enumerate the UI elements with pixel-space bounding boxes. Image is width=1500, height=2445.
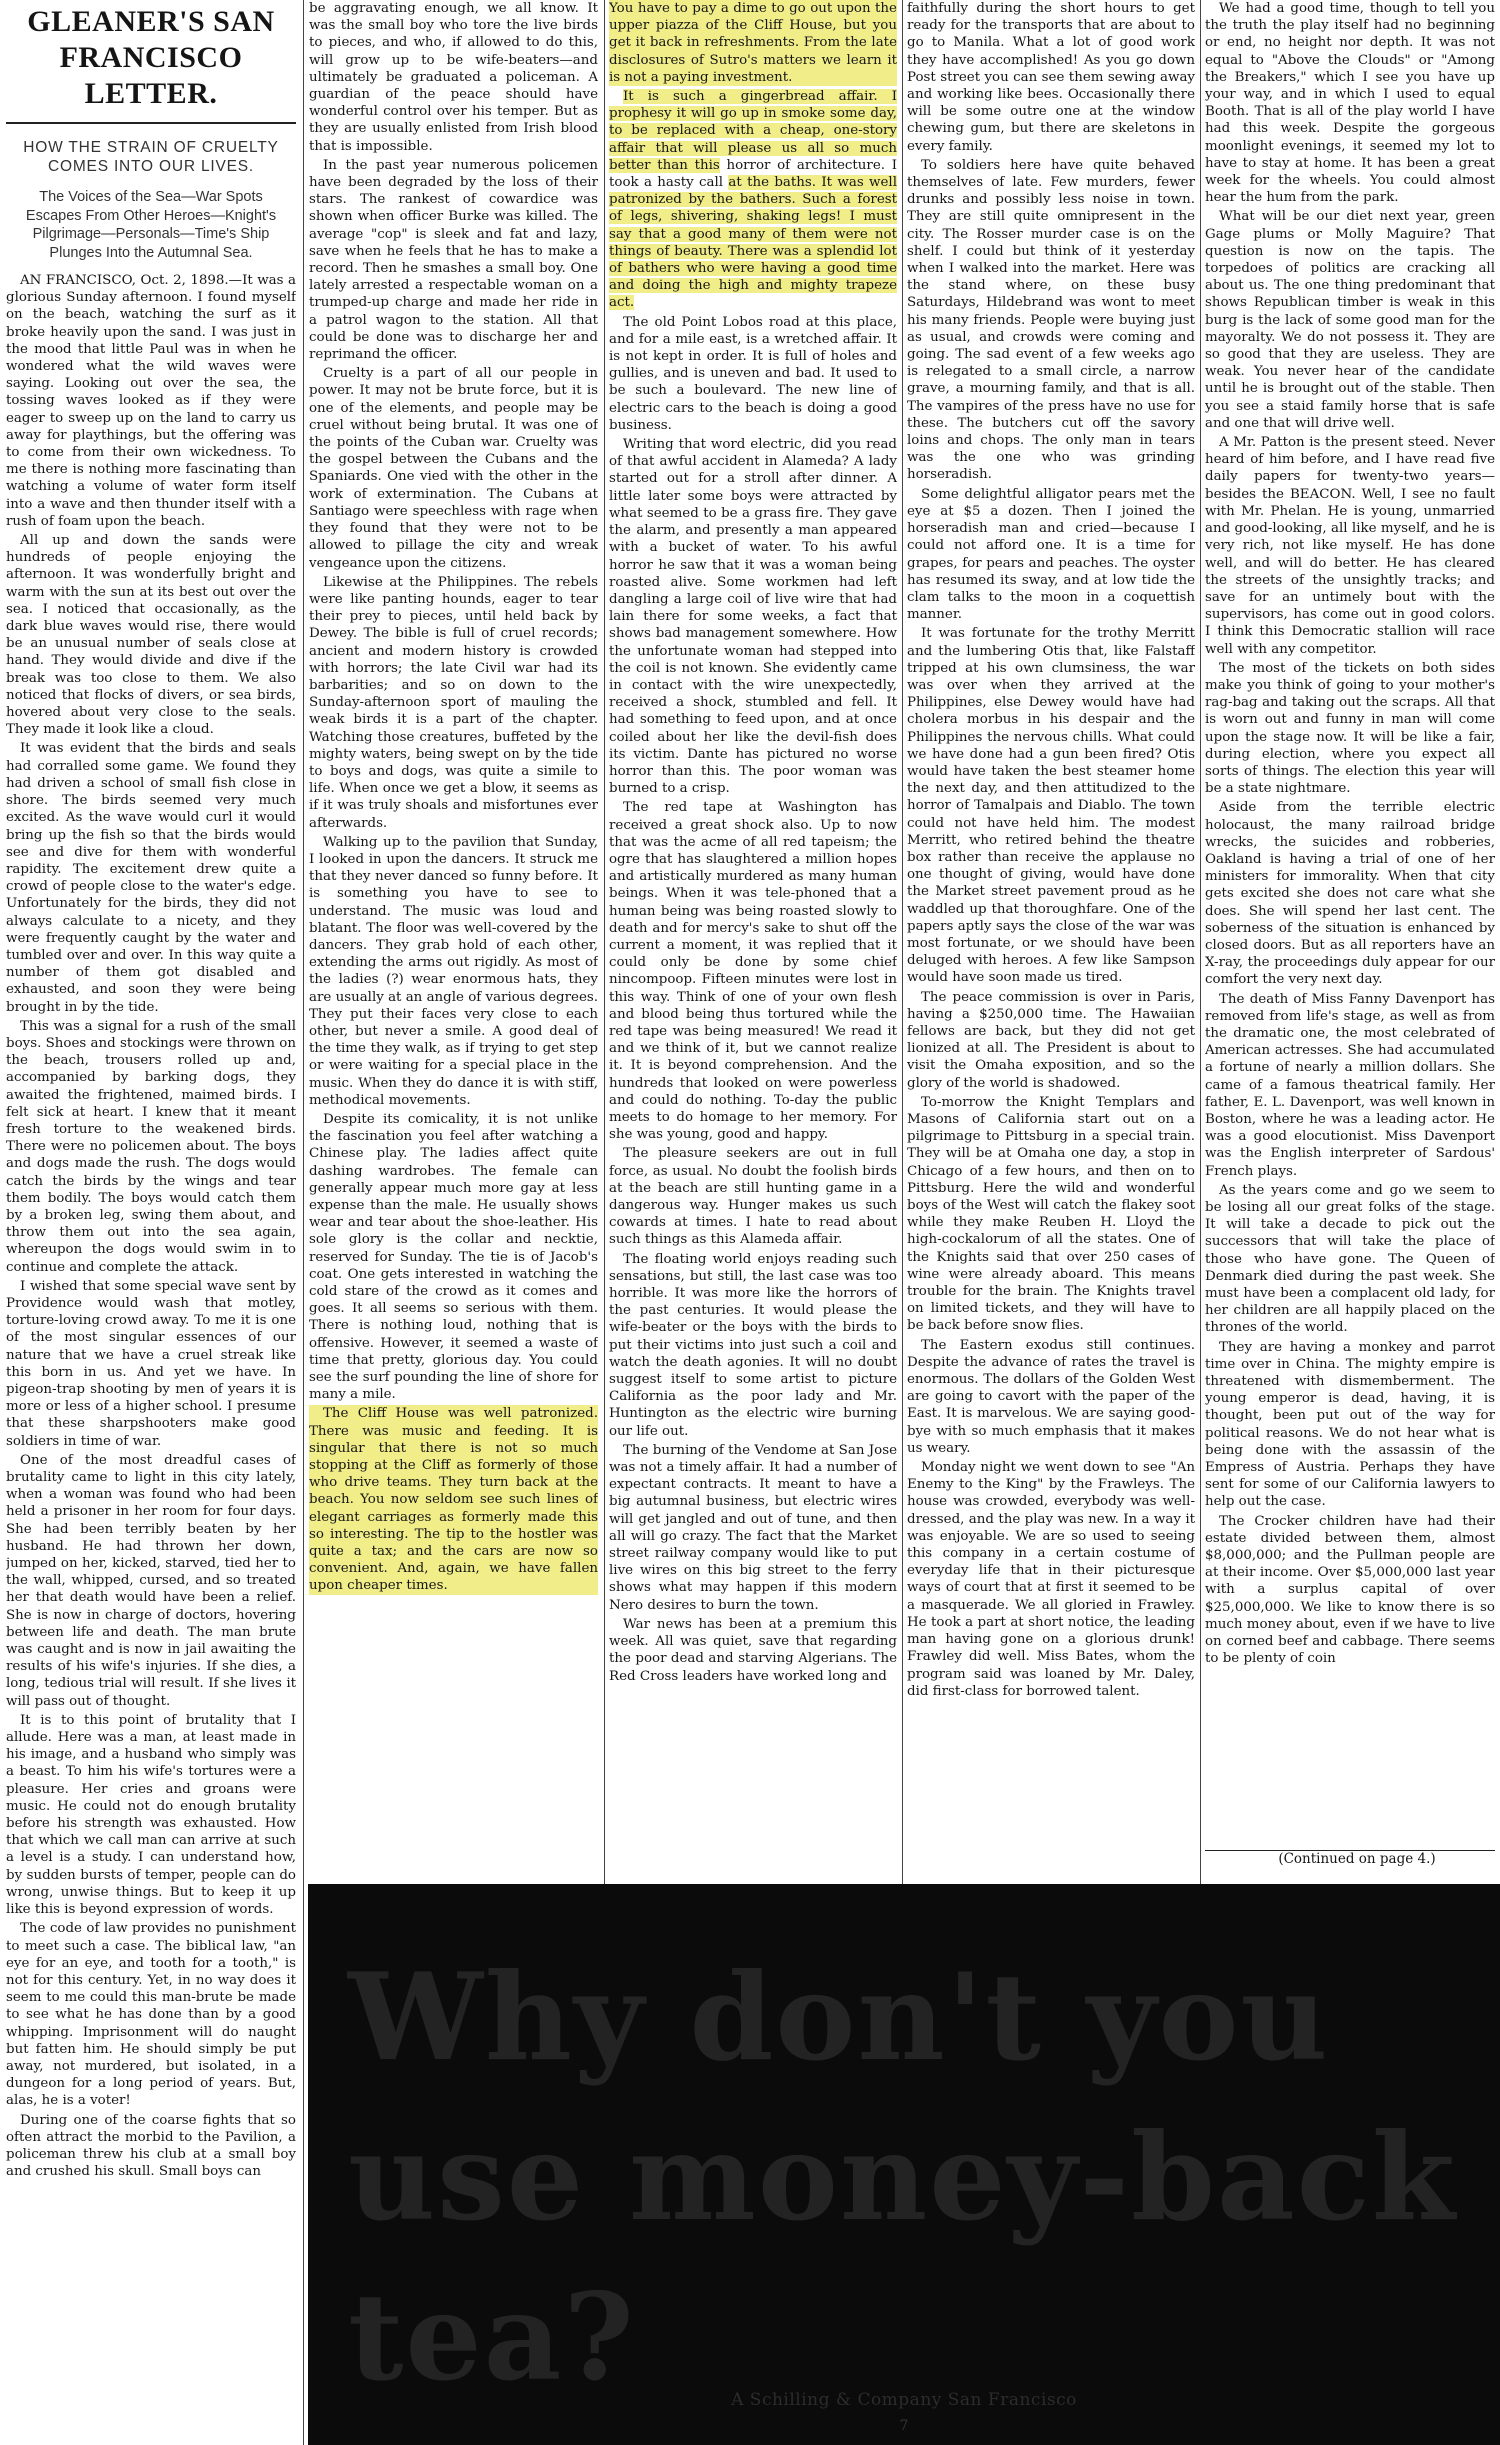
paragraph: Despite its comicality, it is not unlike the fascination you feel after watching a Chinese play. The ladies affect quite dashing wardrobes. The female can generally appear much more gay at less expense than the male. He usually shows wear and tear about the shoe-leather. His sole glory is the collar and necktie, reserved for Sunday. The tie is of Jacob's coat. One gets interested in watching the cold stare of the crowd as it comes and goes. It all seems so serious with them. There is nothing loud, nothing that is offensive. However, it seemed a waste of time that pretty, glorious day. You could see the surf pounding the line of shore for many a mile.: [309, 1112, 598, 1403]
paragraph: What will be our diet next year, green Gage plums or Molly Maguire? That question is now on the tapis. The torpedoes of politics are cracking all about us. The one thing predominant that shows Republican timber is weak in this burg is the lack of some good man for the mayoralty. We do not possess it. They are so good that they are useless. They are weak. You never hear of the candidate until he is brought out of the stable. Then you see a staid family horse that is safe and one that will drive well.: [1205, 209, 1495, 431]
paragraph: The most of the tickets on both sides make you think of going to your mother's rag-bag and taking out the scraps. All that is worn out and funny in man will come upon the stage now. It will be like a fair, during election, where you expect all sorts of things. The election this year will be a state nightmare.: [1205, 660, 1495, 797]
paragraph: be aggravating enough, we all know. It was the small boy who tore the live birds to pieces, and who, if allowed to do this, will grow up to be wife-beaters—and ultimately be graduated a policeman. A guardian of the peace should have wonderful control over his temper. But as they are usually enlisted from Irish blood that is impossible.: [309, 1, 598, 154]
paragraph: This was a signal for a rush of the small boys. Shoes and stockings were thrown on the beach, trousers rolled up and, accompanied by barking dogs, they awaited the frightened, maimed birds. I felt sick at heart. I knew that it meant fresh torture to the weakened birds. There were no policemen about. The boys and dogs made the rush. The dogs would catch the birds by the wings and tear them bodily. The boys would catch them by a broken leg, swing them about, and throw them out into the sea again, whereupon the dogs would swim in to continue and complete the attack.: [6, 1018, 296, 1275]
paragraph: To soldiers here have quite behaved themselves of late. Few murders, fewer drunks and possibly less noise in town. They are still quite omnipresent in the city. The Rosser murder case is on the shelf. I could but think of it yesterday when I walked into the market. Here was the stand where, on these busy Saturdays, Hildebrand was wont to meet his many friends. People were buying just as usual, and crowds were coming and going. The sad event of a few weeks ago is relegated to a small circle, a narrow grave, a mourning family, and that is all. The vampires of the press have no use for these. The butchers cut off the savory loins and chops. The only man in tears was the one who was grinding horseradish.: [907, 157, 1195, 483]
column-5: [1205, 0, 1495, 1884]
paragraph: The old Point Lobos road at this place, and for a mile east, is a wretched affair. It is not kept in order. It is full of holes and gullies, and is uneven and bad. It used to be such a boulevard. The new line of electric cars to the beach is doing a good business.: [609, 314, 897, 433]
paragraph: They are having a monkey and parrot time over in China. The mighty empire is threatened with dismemberment. The young emperor is dead, having, it is thought, been put out of the way for political reasons. We do not hear what is being done with the assassin of the Empress of Austria. Perhaps they have sent for some of our California lawyers to help out the case.: [1205, 1339, 1495, 1510]
highlight-span: at the baths. It was well patronized by the bathers. Such a forest of legs, shivering, shaking legs! I must say that a good many of them were not things of beauty. There was a splendid lot of bathers who were having a good time and doing the high and mighty trapeze act.: [609, 175, 897, 311]
paragraph: It is to this point of brutality that I allude. Here was a man, at least made in his image, and a husband who simply was a beast. To him his wife's tortures were a pleasure. Her cries and groans were music. He could not do enough brutality before his strength was exhausted. How that which we call man can arrive at such a level is a study. I can understand how, by sudden bursts of temper, people can do wrong, unwise things. But to keep it up like this is beyond expression of words.: [6, 1712, 296, 1918]
masthead: GLEANER'S SAN FRANCISCO LETTER.: [27, 5, 275, 110]
plain-span: horror of architecture. I took a hasty call: [609, 157, 897, 191]
paragraph: The death of Miss Fanny Davenport has removed from life's stage, as well as from the dramatic one, the most celebrated of American actresses. She had accumulated a fortune of nearly a million dollars. She came of a famous theatrical family. Her father, E. L. Davenport, was well known in Boston, where he was a leading actor. He was a good elocutionist. Miss Davenport was the English interpreter of Sardous' French plays.: [1205, 991, 1495, 1179]
paragraph: The pleasure seekers are out in full force, as usual. No doubt the foolish birds at the beach are still hunting game in a dangerous way. Hunger makes us such cowards at times. I hate to read about such things as this Alameda affair.: [609, 1146, 897, 1248]
deck: The Voices of the Sea—War Spots Escapes From Other Heroes—Knight's Pilgrimage—Personals—Time's Ship Plunges Into the Autumnal Sea.: [25, 189, 277, 261]
masthead-rule: [6, 122, 296, 124]
column-4: [907, 0, 1195, 1884]
paragraph: It was fortunate for the trothy Merritt and the lumbering Otis that, like Falstaff tripped at his own clumsiness, the war was over when they arrived at the Philippines, else Dewey would have had cholera morbus in his despair and the Philippines the nervous chills. What could we have done had a gun been fired? Otis would have taken the best steamer home the next day, and then attitudized to the horror of Tamalpais and Diablo. The town could not have held him. The modest Merritt, who retired behind the theatre box rather than receive the applause no one thought of giving, would have done the Market street pavement proud as he waddled up that thoroughfare. One of the papers aptly says the close of the war was most fortunate, or we should have been deluged with heroes. A few like Sampson would have soon made us tired.: [907, 626, 1195, 986]
paragraph: The code of law provides no punishment to meet such a case. The biblical law, "an eye for an eye, and tooth for a tooth," is not for this century. Yet, in no way does it seem to me could this man-brute be made to see what he has done than by a good whipping. Imprisonment will do naught but fatten him. He should simply be put away, not murdered, but isolated, in a dungeon for a long period of years. But, alas, he is a voter!: [6, 1921, 296, 2109]
highlighted-paragraph: You have to pay a dime to go out upon the upper piazza of the Cliff House, but you get it back in refreshments. From the late disclosures of Sutro's matters we learn it is not a paying investment.: [609, 1, 897, 85]
paragraph: It was evident that the birds and seals had corralled some game. We found they had driven a school of small fish close in shore. The birds seemed very much excited. As the wave would curl it would bring up the fish so that the birds would see and dive for them with wonderful rapidity. The excitement drew quite a crowd of people close to the water's edge. Unfortunately for the birds, they did not always calculate to a nicety, and they were frequently caught by the water and tumbled over and over. In this way quite a number of them got disabled and exhausted, and soon they were being brought in by the tide.: [6, 741, 296, 1015]
paragraph: The peace commission is over in Paris, having a $250,000 time. The Hawaiian fellows are back, but they did not get lionized at all. The President is about to visit the Omaha exposition, and so the glory of the world is shadowed.: [907, 989, 1195, 1091]
paragraph: Some delightful alligator pears met the eye at $5 a dozen. Then I joined the horseradish man and cried—because I could not afford one. It is a time for grapes, for pears and peaches. The oyster has resumed its sway, and at low tide the clam talks to the moon in a coquettish manner.: [907, 486, 1195, 623]
mixed-highlight-paragraph: [609, 88, 897, 312]
ad-signature: A Schilling & Company San Francisco: [731, 2390, 1077, 2410]
paragraph: War news has been at a premium this week. All was quiet, save that regarding the poor dead and starving Algerians. The Red Cross leaders have worked long and: [609, 1616, 897, 1684]
paragraph: Likewise at the Philippines. The rebels were like panting hounds, eager to tear their prey to pieces, until held back by Dewey. The bible is full of cruel records; ancient and modern history is crowded with horrors; the late Civil war had its barbarities; and so on down to the Sunday-afternoon sport of mauling the weak birds it is a part of the chapter. Watching those creatures, buffeted by the mighty waters, being swept on by the tide to boys and dogs, was quite a simile to life. When once we get a blow, it seems as if it was truly shoals and misfortunes ever afterwards.: [309, 574, 598, 831]
paragraph: The burning of the Vendome at San Jose was not a timely affair. It had a number of expectant contracts. It meant to have a big autumnal business, but electric wires will get jangled and out of tune, and then all will go crazy. The fact that the Market street railway company would like to put live wires on this big street to the ferry shows what may happen if this modern Nero desires to burn the town.: [609, 1442, 897, 1613]
paragraph: Walking up to the pavilion that Sunday, I looked in upon the dancers. It struck me that they never danced so funny before. It is something you have to see to understand. The music was loud and blatant. The floor was well-covered by the dancers. They grab hold of each other, extending the arms out rigidly. As most of the ladies (?) wear enormous hats, they are usually at an angle of various degrees. They put their faces very close to each other, but never a smile. A good deal of the time they walk, as if trying to get step or were waiting for a special place in the music. When they do dance it is with stiff, methodical movements.: [309, 834, 598, 1108]
paragraph: We had a good time, though to tell you the truth the play itself had no beginning or end, no height nor depth. It was not equal to "Above the Clouds" or "Among the Breakers," which I see you have up your way, and in which I used to equal Booth. That is all of the play world I have had this week. Despite the gorgeous moonlight evenings, it seemed my lot to have to stay at home. It has been a great week for the wheels. You could almost hear the hum from the park.: [1205, 1, 1495, 206]
paragraph: As the years come and go we seem to be losing all our great folks of the stage. It will take a decade to pick out the successors that will take the place of those who have gone. The Queen of Denmark died during the past week. She must have been a complacent old lady, for her children are all happily placed on the thrones of the world.: [1205, 1182, 1495, 1336]
ad-headline: Why don't you use money-back tea?: [348, 1947, 1457, 2408]
highlighted-paragraph: The Cliff House was well patronized. There was music and feeding. It is singular that there is not so much stopping at the Cliff as formerly of those who drive teams. They turn back at the beach. You now seldom see such lines of elegant carriages as formerly made this so interesting. The tip to the hostler was quite a tax; and the cars are now so convenient. And, again, we have fallen upon cheaper times.: [309, 1406, 598, 1594]
subheadline: HOW THE STRAIN OF CRUELTY COMES INTO OUR LIVES.: [23, 139, 279, 175]
paragraph: All up and down the sands were hundreds of people enjoying the afternoon. It was wonderfully bright and warm with the sun at its best out over the sea. I noticed that occasionally, as the dark blue waves would rise, there would be an unusual number of seals close at hand. They would divide and dive if the break was too close to them. We also noticed that flocks of divers, or sea birds, hovered about very close to the seals. They made it look like a cloud.: [6, 533, 296, 738]
column-rule: [303, 0, 304, 2445]
paragraph: A Mr. Patton is the present steed. Never heard of him before, and I have read five daily papers for twenty-two years—besides the BEACON. Well, I see no fault with Mr. Phelan. He is young, unmarried and good-looking, all like myself, and he is very rich, not like myself. He has done well, and will do better. He has cleared the streets of the unsightly tracks; and save for an untimely bout with the supervisors, has come out in good colors. I think this Democratic stallion will race well with any competitor.: [1205, 435, 1495, 657]
continued-rule: [1205, 1850, 1495, 1851]
paragraph: Aside from the terrible electric holocaust, the many railroad bridge wrecks, the suicides and robberies, Oakland is having a trial of one of her ministers for immorality. When that city gets excited she does not care what she does. She will spend her last cent. The soberness of the situation is enhanced by closed doors. But as all reporters have an X-ray, the proceedings duly appear for our comfort the very next day.: [1205, 800, 1495, 988]
paragraph: AN FRANCISCO, Oct. 2, 1898.—It was a glorious Sunday afternoon. I found myself on the beach, watching the surf as it broke heavily upon the sand. I was just in the mood that little Paul was in when he wondered what the wild waves were saying. Looking out over the sea, the tossing waves looked as if they were eager to sweep up on the land to carry us away for playthings, but the offering was to come from their own wickedness. To me there is nothing more fascinating than watching a volume of water form itself into a wave and then thunder itself with a rush of foam upon the beach.: [6, 273, 296, 529]
continued-note: (Continued on page 4.): [1278, 1851, 1436, 1867]
paragraph: Monday night we went down to see "An Enemy to the King" by the Frawleys. The house was crowded, everybody was well-dressed, and the play was new. In a way it was enjoyable. We are so used to seeing this company in a certain costume of everyday life that in their picturesque ways of court that at first it seemed to be a masquerade. We all gloried in Frawley. He took a part at short notice, the leading man having gone on a glorious drunk! Frawley did well. Miss Bates, whom the program said was loaned by Mr. Daley, did first-class for borrowed talent.: [907, 1460, 1195, 1699]
paragraph: Writing that word electric, did you read of that awful accident in Alameda? A lady started out for a stroll after dinner. A little later some boys were attracted by what seemed to be a grass fire. They gave the alarm, and presently a man appeared with a bucket of water. To his awful horror he saw that it was a woman being roasted alive. Some workmen had left dangling a large coil of live wire that had lain there for some weeks, a fact that shows bad management somewhere. How the unfortunate woman had stepped into the coil is not known. She evidently came in contact with the wire unexpectedly, received a shock, stumbled and fell. It had something to feed upon, and at once coiled about her like the devil-fish does its victim. Dante has pictured no worse horror than this. The poor woman was burned to a crisp.: [609, 437, 897, 797]
paragraph: In the past year numerous policemen have been degraded by the loss of their stars. The rankest of cowardice was shown when officer Burke was killed. The average "cop" is sleek and fat and lazy, save when he feels that he has to make a record. Then he smashes a small boy. One lately arrested a respectable woman on a trumped-up charge and made her ride in a patrol wagon to the station. All that could be done was to discharge her and reprimand the officer.: [309, 157, 598, 363]
column-rule: [1200, 0, 1201, 1884]
continued-box: [1205, 1850, 1495, 1880]
paragraph: To-morrow the Knight Templars and Masons of California start out on a pilgrimage to Pittsburg in a special train. They will be at Omaha one day, a stop in Chicago of a few hours, and then on to Pittsburg. Here the wild and wonderful boys of the West will catch the flakey soot while they make Reuben H. Lloyd the high-cockalorum of all the states. One of the Knights said that over 250 cases of wine were already aboard. This means trouble for the brain. The Knights travel on limited tickets, and they will have to be back before snow flies.: [907, 1094, 1195, 1334]
paragraph: The Crocker children have had their estate divided between them, almost $8,000,000; and the Pullman people are at their income. Over $5,000,000 last year with a surplus capital of over $25,000,000. We like to know there is so much money about, even if we have to live on corned beef and cabbage. There seems to be plenty of coin: [1205, 1513, 1495, 1667]
paragraph: The red tape at Washington has received a great shock also. Up to now that was the acme of all red tapeism; the ogre that has slaughtered a million hopes and artistically murdered as many human beings. When it was tele-phoned that a human being was being roasted slowly to death and for mercy's sake to shut off the current a moment, it was replied that it could only be done by some chief nincompoop. Fifteen minutes were lost in this way. Think of one of your own flesh and blood being thus tortured while the red tape was being measured! We read it and we think of it, but we cannot realize it. It is beyond comprehension. And the hundreds that looked on were powerless and could do nothing. To-day the public meets to do homage to her memory. For she was young, good and happy.: [609, 800, 897, 1143]
highlight-span: It is such a gingerbread affair. I prophesy it will go up in smoke some day, to be replaced with a cheap, one-story affair that will please us all so much better than this: [609, 89, 897, 173]
paragraph: During one of the coarse fights that so often attract the morbid to the Pavilion, a policeman threw his club at a small boy and crushed his skull. Small boys can: [6, 2112, 296, 2180]
paragraph: faithfully during the short hours to get ready for the transports that are about to go to Manila. What a lot of good work they have accomplished! As you go down Post street you can see them sewing away and working like bees. Occasionally there will be some outre one at the window chewing gum, but there are skeletons in every family.: [907, 1, 1195, 154]
column-rule: [902, 0, 903, 1884]
column-2: [309, 0, 598, 1884]
paragraph: Cruelty is a part of all our people in power. It may not be brute force, but it is one of the elements, and people may be cruel without being brutal. It was one of the points of the Cuban war. Cruelty was the gospel between the Cubans and the Spaniards. One vied with the other in the work of extermination. The Cubans at Santiago were speechless with rage when they found that they were not to be allowed to pillage the city and wreak vengeance upon the citizens.: [309, 366, 598, 571]
column-1: [6, 0, 296, 2445]
advertisement: [308, 1884, 1500, 2445]
column-rule: [604, 0, 605, 1884]
page-number: 7: [899, 2418, 909, 2434]
paragraph: The Eastern exodus still continues. Despite the advance of rates the travel is enormous. The dollars of the Golden West are going to cavort with the paper of the East. It is marvelous. We are saying good-bye with so much emphasis that it makes us weary.: [907, 1337, 1195, 1456]
column-3: [609, 0, 897, 1884]
paragraph: I wished that some special wave sent by Providence would wash that motley, torture-loving crowd away. To me it is one of the most singular essences of our nature that we have a cruel streak like this born in us. And yet we have. In pigeon-trap shooting by men of years it is more or less of a higher school. I presume that these sharpshooters make good soldiers in time of war.: [6, 1278, 296, 1449]
paragraph: The floating world enjoys reading such sensations, but still, the last case was too horrible. It was more like the horrors of the past centuries. It would please the wife-beater or the boys with the birds to put their victims into just such a coil and watch the death agonies. It will no doubt suggest itself to some artist to picture California as the poor lady and Mr. Huntington as the electric wire burning our life out.: [609, 1251, 897, 1439]
paragraph: One of the most dreadful cases of brutality came to light in this city lately, when a woman was found who had been held a prisoner in her room for four days. She had been terribly beaten by her husband. He had thrown her down, jumped on her, kicked, starved, tied her to the wall, whipped, cursed, and so treated her that death would have been a relief. She is now in charge of doctors, hovering between life and death. The man brute was caught and is now in jail awaiting the results of his wife's injuries. If she dies, a long, tedious trial will result. If she lives it will pass out of thought.: [6, 1452, 296, 1709]
